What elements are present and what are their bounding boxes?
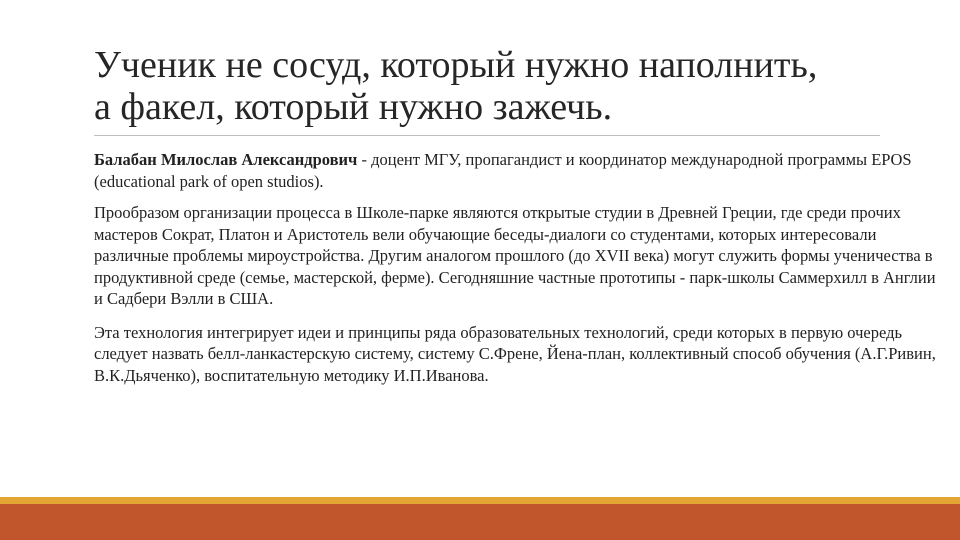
title-divider (94, 135, 880, 136)
slide-body (94, 149, 944, 398)
history-paragraph: Прообразом организации процесса в Школе-парке являются открытые студии в Древней Греции, где среди прочих мастеров Сократ, Платон и Аристотель вели обучающие беседы-диалоги со студентами, которых интересовали различные проблемы мироустройства. Другим аналогом прошлого (до XVII века) могут служить формы ученичества в продуктивной среде (семье, мастерской, ферме). Сегодняшние частные прототипы - парк-школы Саммерхилл в Англии и Садбери Вэлли в США. (94, 203, 936, 308)
intro-paragraph (94, 149, 944, 192)
author-name: Балабан Милослав Александрович (94, 150, 358, 169)
footer-bar (0, 504, 960, 540)
technology-paragraph: Эта технология интегрирует идеи и принципы ряда образовательных технологий, среди которых в первую очередь следует назвать белл-ланкастерскую систему, систему С.Френе, Йена-план, коллективный способ обучения (А.Г.Ривин, В.К.Дьяченко), воспитательную методику И.П.Иванова. (94, 322, 936, 385)
author-description: - доцент МГУ, пропагандист и координатор международной программы EPOS (educational park of open studios). (94, 150, 912, 191)
slide-title (94, 44, 914, 128)
slide-title-line-2: а факел, который нужно зажечь. (94, 86, 613, 128)
footer-accent-stripe (0, 497, 960, 504)
slide-title-line-1: Ученик не сосуд, который нужно наполнить, (94, 44, 818, 86)
